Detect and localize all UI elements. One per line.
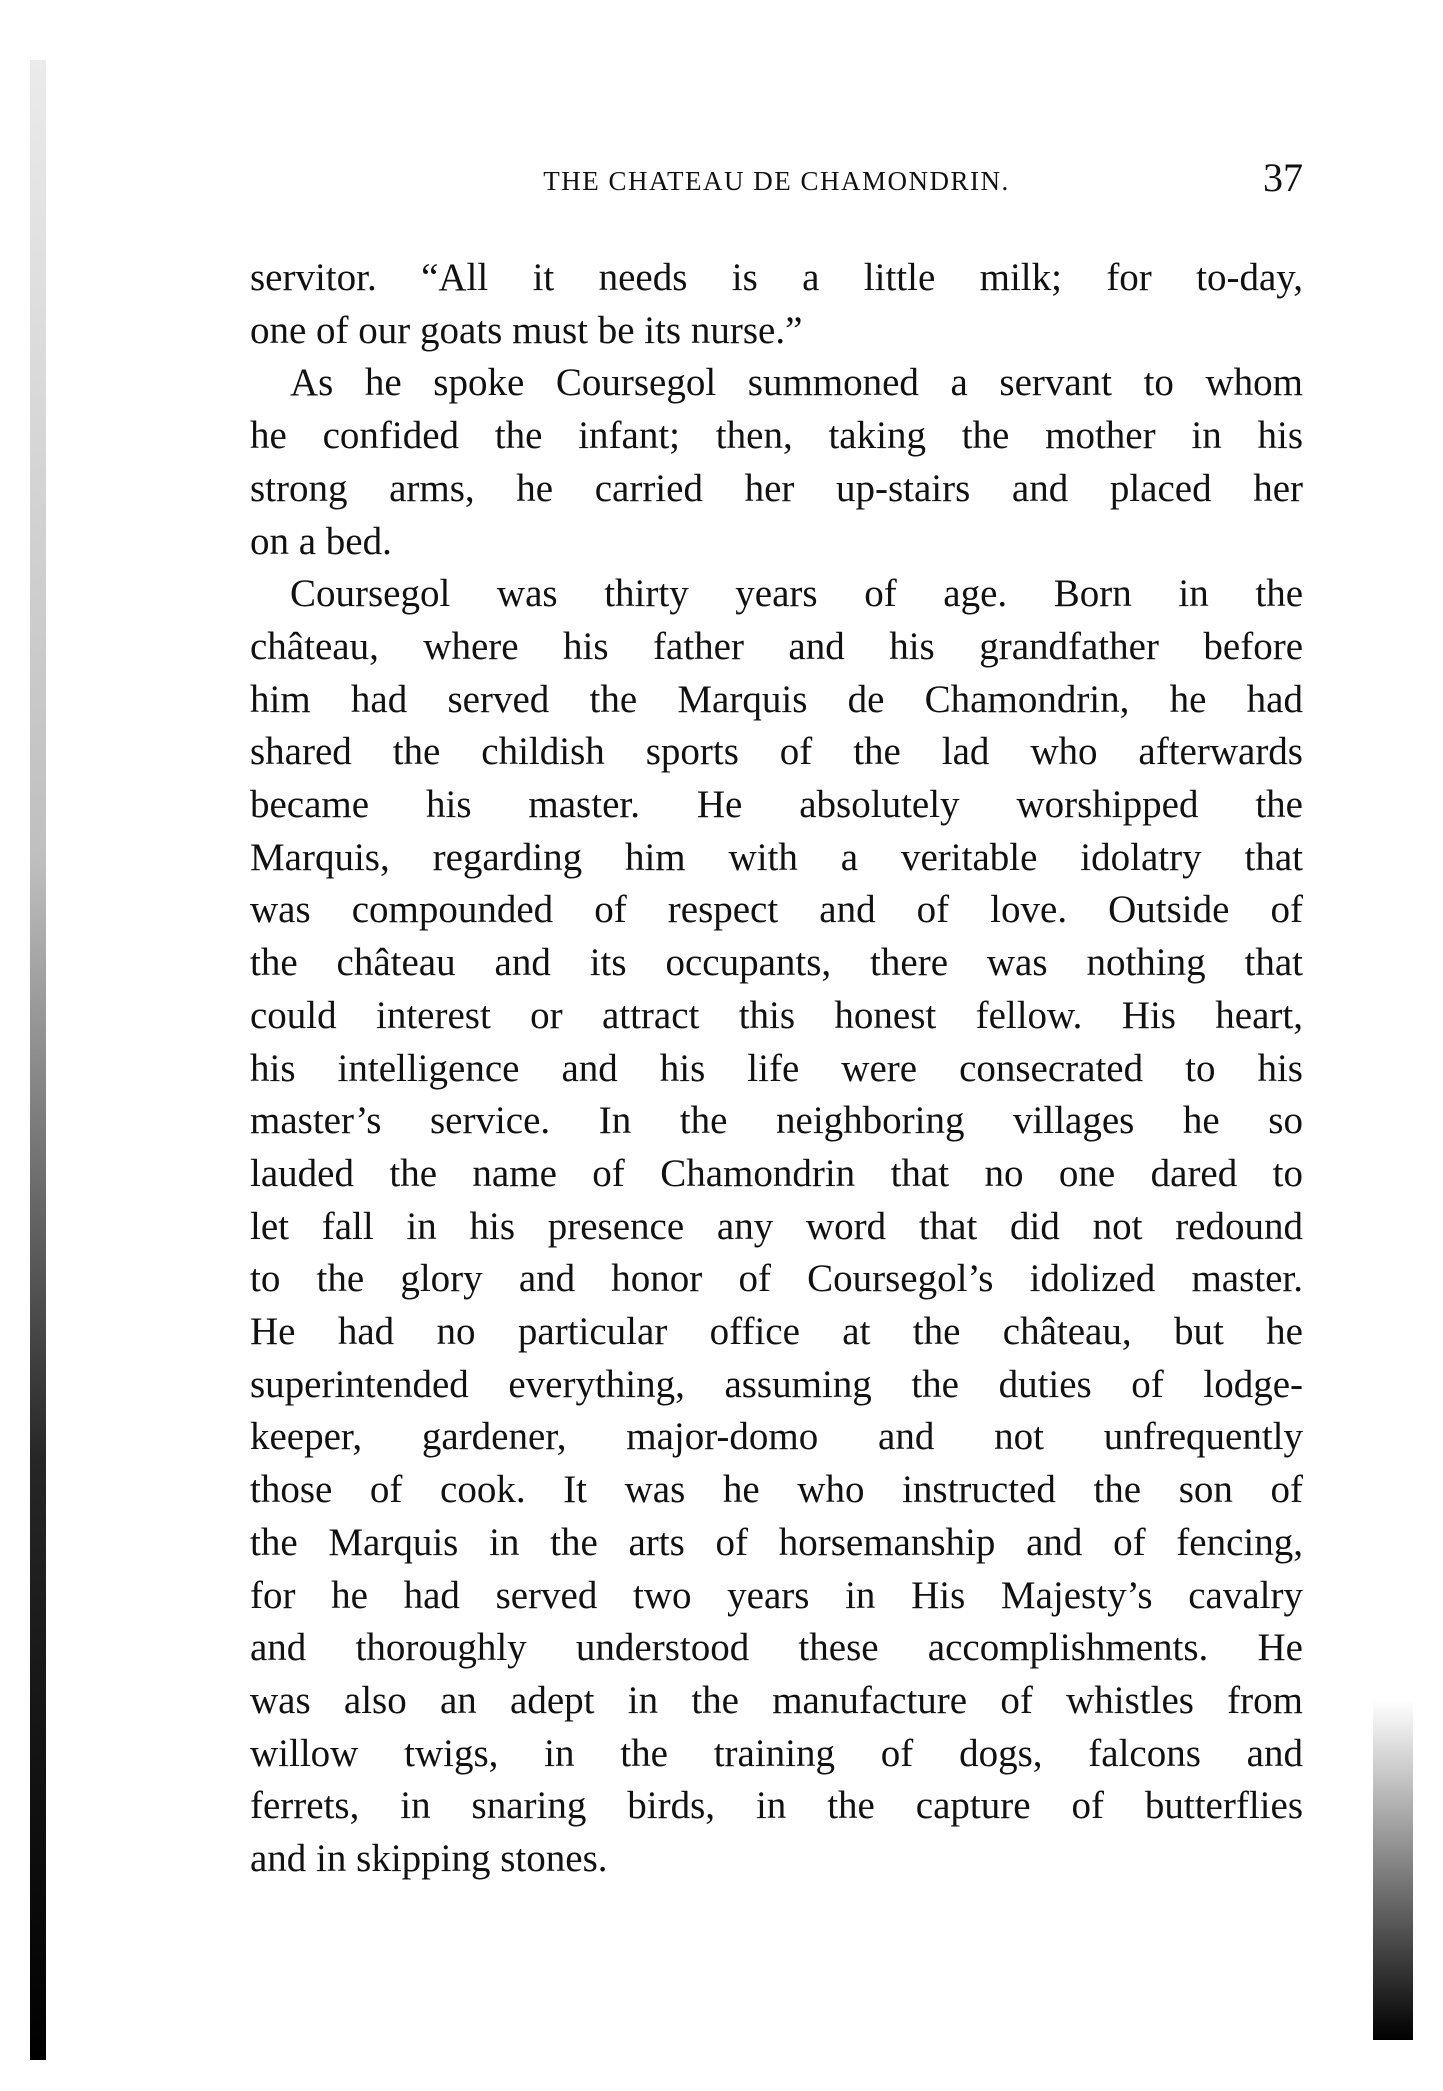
text-line: keeper, gardener, major-domo and not unfrequently	[250, 1415, 1303, 1459]
text-line: lauded the name of Chamondrin that no one dared to	[250, 1151, 1303, 1195]
text-line: let fall in his presence any word that did not redound	[250, 1204, 1303, 1248]
text-line: those of cook. It was he who instructed the son of	[250, 1468, 1303, 1512]
text-line: As he spoke Coursegol summoned a servant to whom	[290, 361, 1303, 405]
running-head	[250, 155, 1303, 200]
text-line: and thoroughly understood these accomplishments. He	[250, 1626, 1303, 1670]
text-line: the château and its occupants, there was nothing that	[250, 941, 1303, 985]
text-line: château, where his father and his grandfather before	[250, 624, 1303, 668]
text-line: for he had served two years in His Majesty’s cavalry	[250, 1573, 1303, 1617]
text-line: his intelligence and his life were consecrated to his	[250, 1046, 1303, 1090]
text-line: on a bed.	[250, 519, 392, 563]
text-line: master’s service. In the neighboring villages he so	[250, 1099, 1303, 1143]
text-line: became his master. He absolutely worshipped the	[250, 783, 1303, 826]
text-line: superintended everything, assuming the duties of lodge-	[250, 1362, 1303, 1406]
text-line: was also an adept in the manufacture of whistles from	[250, 1678, 1303, 1722]
text-line: could interest or attract this honest fellow. His heart,	[250, 993, 1303, 1037]
text-line: the Marquis in the arts of horsemanship and of fencing,	[250, 1520, 1303, 1564]
text-line: and in skipping stones.	[250, 1837, 608, 1880]
text-line: him had served the Marquis de Chamondrin, he had	[250, 677, 1303, 721]
text-line: He had no particular office at the château, but he	[250, 1310, 1303, 1353]
text-line: servitor. “All it needs is a little milk; for to-day,	[250, 256, 1303, 299]
text-line: ferrets, in snaring birds, in the capture of butterflies	[250, 1784, 1303, 1828]
page-number: 37	[1263, 155, 1303, 200]
text-line: shared the childish sports of the lad who afterwards	[250, 730, 1303, 774]
text-line: willow twigs, in the training of dogs, falcons and	[250, 1731, 1303, 1775]
text-line: Marquis, regarding him with a veritable idolatry that	[250, 835, 1303, 879]
text-line: one of our goats must be its nurse.”	[250, 308, 803, 352]
text-line: he confided the infant; then, taking the mother in his	[250, 414, 1303, 458]
text-line: was compounded of respect and of love. Outside of	[250, 888, 1303, 932]
scan-edge-shadow	[30, 60, 46, 2060]
text-line: Coursegol was thirty years of age. Born in the	[290, 572, 1303, 616]
text-line: to the glory and honor of Coursegol’s idolized master.	[250, 1257, 1303, 1301]
running-title: THE CHATEAU DE CHAMONDRIN.	[543, 166, 1010, 196]
scan-edge-shadow-right	[1373, 1700, 1413, 2040]
text-line: strong arms, he carried her up-stairs and placed her	[250, 466, 1303, 510]
